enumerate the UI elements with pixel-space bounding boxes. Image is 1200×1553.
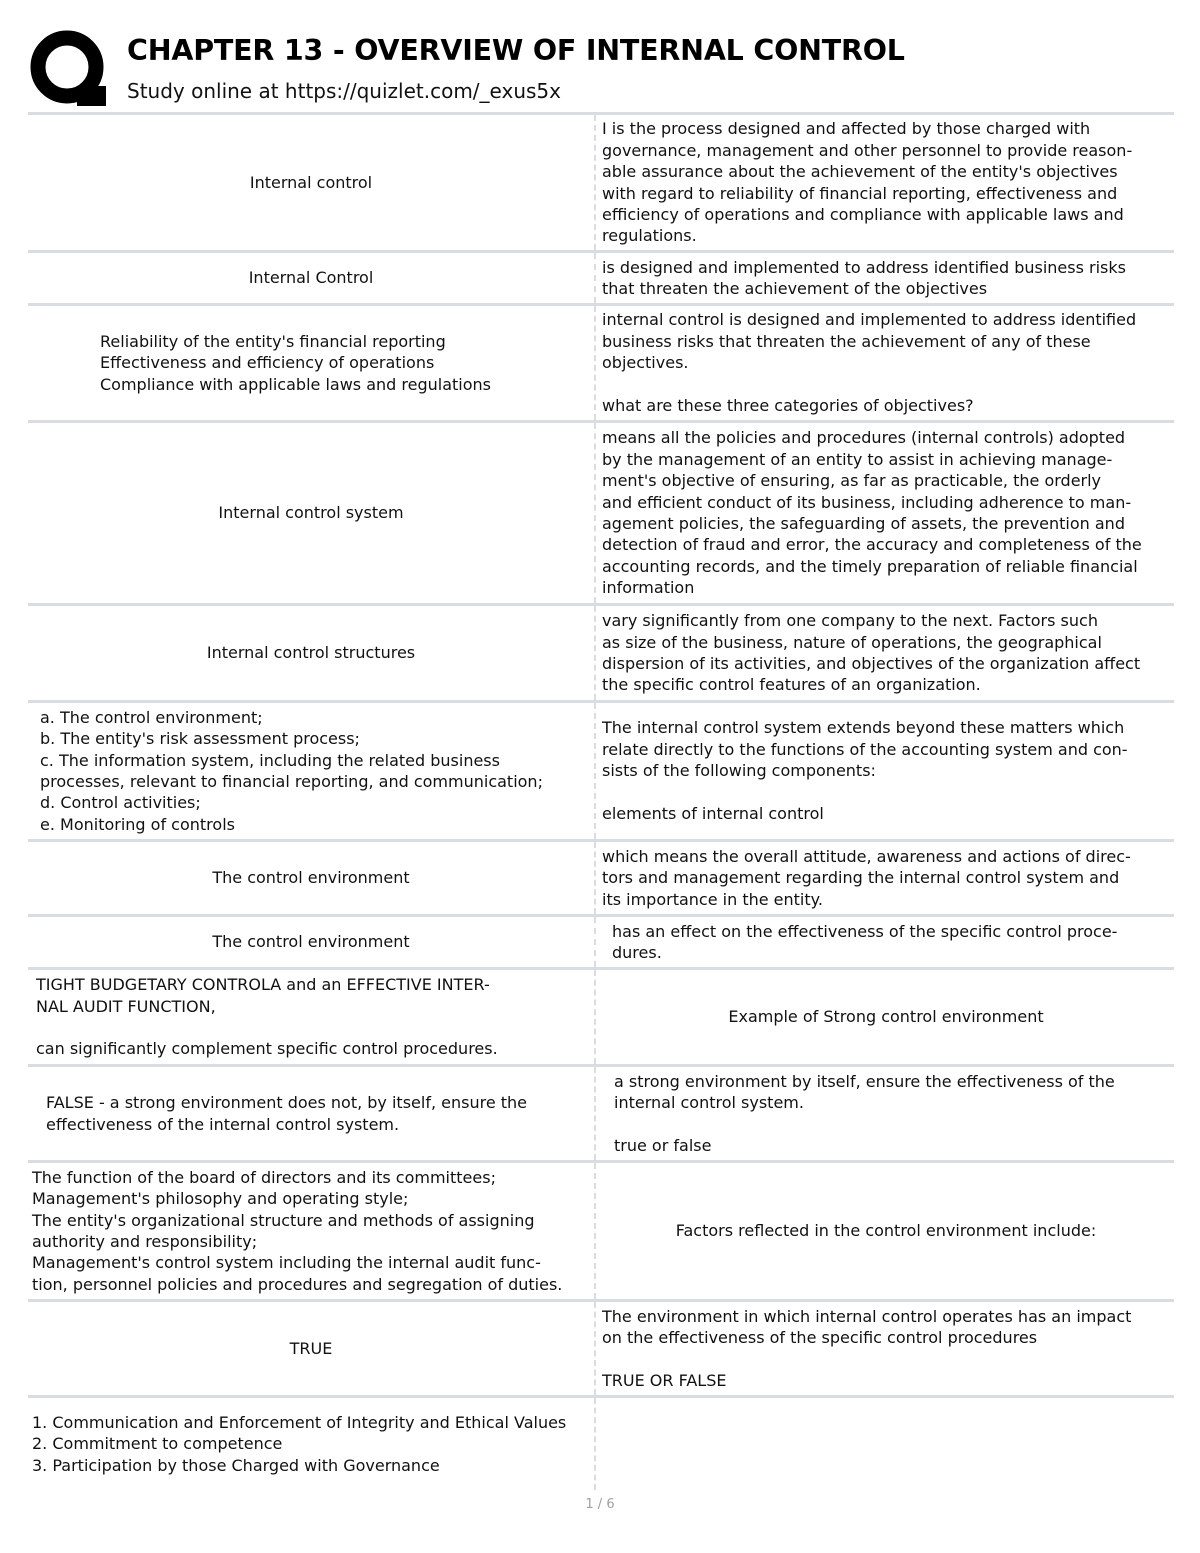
table-row [28, 703, 1174, 842]
definition-cell: I is the process designed and affected by those charged with governance, management and other personnel to provide reason- able assurance about the achievement of the entity's objectives with regard to reliability of financial reporting, effectiveness and efficiency of operations and compliance with applicable laws and regulations. [602, 119, 1133, 246]
definition-cell: The internal control system extends beyond these matters which relate directly to the functions of the accounting system and con- sists of the following components: elements of internal control [602, 718, 1128, 824]
table-row [28, 1302, 1174, 1398]
flashcard-table [28, 112, 1174, 1490]
definition-cell [596, 1398, 1174, 1490]
term-cell: The control environment [28, 917, 596, 967]
term-cell: Internal control [28, 115, 596, 250]
table-row [28, 423, 1174, 606]
term-cell: TRUE [28, 1302, 596, 1395]
page-number: 1 / 6 [585, 1497, 615, 1512]
definition-cell: vary significantly from one company to the next. Factors such as size of the business, nature of operations, the geographical dispersion of its activities, and objectives of the organization affect the specific control features of an organization. [602, 611, 1141, 695]
definition-cell: internal control is designed and implemented to address identified business risks that threaten the achievement of any of these objectives. what are these three categories of objectives? [602, 310, 1137, 416]
table-row [28, 1067, 1174, 1163]
term-cell: a. The control environment; b. The entity's risk assessment process; c. The information system, including the related business processes, relevant to financial reporting, and communication; d. Control activities; e. Monitoring of controls [28, 703, 596, 839]
table-row [28, 606, 1174, 703]
term-cell: The control environment [28, 842, 596, 914]
definition-cell: is designed and implemented to address identified business risks that threaten the achievement of the objectives [602, 257, 1126, 298]
table-row [28, 306, 1174, 423]
table-row [28, 253, 1174, 306]
term-cell: 1. Communication and Enforcement of Integrity and Ethical Values 2. Commitment to competence 3. Participation by those Charged with Governance [28, 1398, 596, 1490]
table-row [28, 115, 1174, 253]
page-header [28, 26, 1178, 110]
term-cell: The function of the board of directors and its committees; Management's philosophy and operating style; The entity's organizational structure and methods of assigning authority and responsibility; Management's control system including the internal audit func- tion, personnel policies and procedures and segregation of duties. [28, 1163, 596, 1299]
term-cell: Internal Control [28, 253, 596, 303]
table-row [28, 1398, 1174, 1490]
table-row [28, 842, 1174, 917]
definition-cell: means all the policies and procedures (internal controls) adopted by the management of an entity to assist in achieving manage- ment's objective of ensuring, as far as practicable, the orderly and efficient conduct of its business, including adherence to man- agement policies, the safeguarding of assets, the prevention and detection of fraud and error, the accuracy and completeness of the accounting records, and the timely preparation of reliable financial information [602, 428, 1142, 598]
definition-cell: Example of Strong control environment [728, 1007, 1044, 1027]
definition-cell: Factors reflected in the control environment include: [675, 1221, 1097, 1241]
definition-cell: The environment in which internal control operates has an impact on the effectiveness of the specific control procedures TRUE OR FALSE [602, 1306, 1132, 1390]
definition-cell: which means the overall attitude, awareness and actions of direc- tors and management regarding the internal control system and its importance in the entity. [602, 846, 1131, 909]
term-cell: Reliability of the entity's financial reporting Effectiveness and efficiency of operations Compliance with applicable laws and regulations [28, 306, 596, 420]
definition-cell: has an effect on the effectiveness of the specific control proce- dures. [612, 921, 1118, 962]
quizlet-logo-icon [30, 30, 106, 108]
table-row [28, 917, 1174, 970]
term-cell: TIGHT BUDGETARY CONTROLA and an EFFECTIVE INTER- NAL AUDIT FUNCTION, can significantly complement specific control procedures. [28, 970, 596, 1064]
definition-cell: a strong environment by itself, ensure the effectiveness of the internal control system. true or false [614, 1071, 1115, 1155]
term-cell: Internal control system [28, 423, 596, 603]
page-title: CHAPTER 13 - OVERVIEW OF INTERNAL CONTROL [127, 34, 905, 67]
term-cell: FALSE - a strong environment does not, by itself, ensure the effectiveness of the internal control system. [28, 1067, 596, 1160]
table-row [28, 1163, 1174, 1302]
study-online-link[interactable]: Study online at https://quizlet.com/_exus5x [127, 79, 561, 103]
table-row [28, 970, 1174, 1067]
term-cell: Internal control structures [28, 606, 596, 700]
